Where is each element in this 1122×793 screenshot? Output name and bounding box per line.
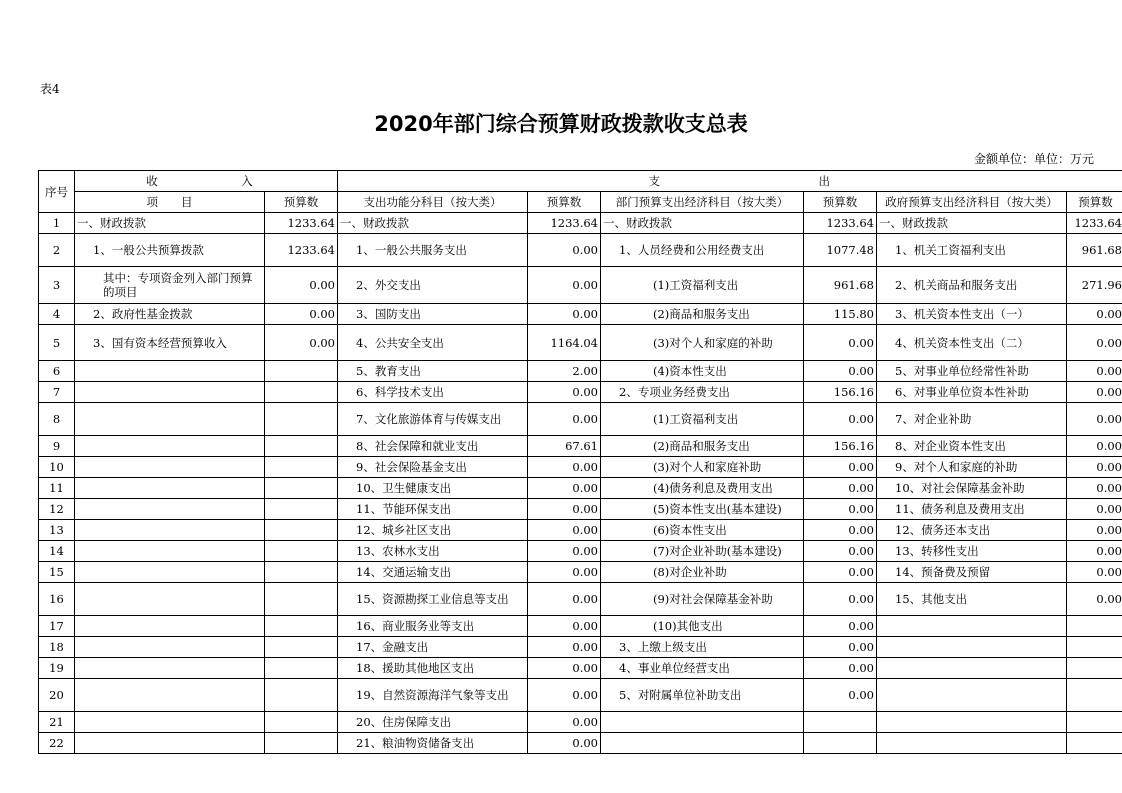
row-income-value — [265, 679, 338, 712]
row-gov-value — [1067, 733, 1122, 754]
table-row — [39, 361, 1122, 382]
row-gov-value: 1233.64 — [1067, 213, 1122, 234]
table-row — [39, 457, 1122, 478]
row-income-value — [265, 478, 338, 499]
row-income-item — [75, 436, 265, 457]
row-income-value — [265, 637, 338, 658]
row-dept-value: 0.00 — [804, 520, 877, 541]
row-gov-value: 0.00 — [1067, 583, 1122, 616]
row-dept-value: 0.00 — [804, 325, 877, 361]
table-number-label: 表4 — [40, 82, 60, 96]
row-dept-value: 115.80 — [804, 304, 877, 325]
row-seq: 7 — [39, 382, 75, 403]
row-func-value: 0.00 — [528, 382, 601, 403]
header-expense-a: 支 — [648, 174, 660, 188]
row-income-item — [75, 712, 265, 733]
row-func-value: 1233.64 — [528, 213, 601, 234]
row-gov-value: 0.00 — [1067, 325, 1122, 361]
row-func-value: 0.00 — [528, 616, 601, 637]
table-row — [39, 325, 1122, 361]
row-dept-value: 0.00 — [804, 616, 877, 637]
row-gov-value — [1067, 616, 1122, 637]
row-func-item: 6、科学技术支出 — [338, 382, 528, 403]
row-seq: 5 — [39, 325, 75, 361]
row-gov-value — [1067, 658, 1122, 679]
header-budget-func: 预算数 — [528, 192, 601, 213]
row-func-item: 3、国防支出 — [338, 304, 528, 325]
row-income-item — [75, 361, 265, 382]
row-income-item — [75, 457, 265, 478]
row-income-value: 1233.64 — [265, 234, 338, 267]
table-row — [39, 679, 1122, 712]
row-dept-item: (8)对企业补助 — [601, 562, 804, 583]
row-seq: 8 — [39, 403, 75, 436]
row-func-item: 17、金融支出 — [338, 637, 528, 658]
row-gov-value: 271.96 — [1067, 267, 1122, 304]
row-income-value: 1233.64 — [265, 213, 338, 234]
row-func-item: 1、一般公共服务支出 — [338, 234, 528, 267]
row-func-value: 0.00 — [528, 520, 601, 541]
header-income-b: 入 — [241, 174, 253, 188]
table-row — [39, 733, 1122, 754]
row-func-item: 11、节能环保支出 — [338, 499, 528, 520]
row-gov-value: 0.00 — [1067, 457, 1122, 478]
row-func-item: 13、农林水支出 — [338, 541, 528, 562]
row-dept-value — [804, 712, 877, 733]
table-row — [39, 616, 1122, 637]
row-func-value: 0.00 — [528, 478, 601, 499]
row-income-item — [75, 733, 265, 754]
row-seq: 4 — [39, 304, 75, 325]
row-gov-item: 9、对个人和家庭的补助 — [877, 457, 1067, 478]
row-dept-value — [804, 733, 877, 754]
row-income-value — [265, 499, 338, 520]
row-gov-item: 3、机关资本性支出（一） — [877, 304, 1067, 325]
row-gov-item: 15、其他支出 — [877, 583, 1067, 616]
table-row — [39, 304, 1122, 325]
row-gov-item: 2、机关商品和服务支出 — [877, 267, 1067, 304]
row-dept-value: 1077.48 — [804, 234, 877, 267]
row-seq: 9 — [39, 436, 75, 457]
row-func-value: 1164.04 — [528, 325, 601, 361]
row-income-value: 0.00 — [265, 304, 338, 325]
row-gov-value — [1067, 712, 1122, 733]
table-row — [39, 213, 1122, 234]
row-gov-item: 一、财政拨款 — [877, 213, 1067, 234]
row-seq: 16 — [39, 583, 75, 616]
row-income-value: 0.00 — [265, 325, 338, 361]
row-gov-item: 14、预备费及预留 — [877, 562, 1067, 583]
row-gov-item: 7、对企业补助 — [877, 403, 1067, 436]
header-func-subject: 支出功能分科目（按大类） — [338, 192, 528, 213]
row-dept-value: 1233.64 — [804, 213, 877, 234]
header-income — [75, 171, 338, 192]
table-row — [39, 478, 1122, 499]
row-income-item: 3、国有资本经营预算收入 — [75, 325, 265, 361]
row-income-item: 1、一般公共预算拨款 — [75, 234, 265, 267]
row-func-value: 0.00 — [528, 562, 601, 583]
row-income-value — [265, 382, 338, 403]
row-income-value — [265, 583, 338, 616]
row-gov-value — [1067, 679, 1122, 712]
row-dept-value: 0.00 — [804, 541, 877, 562]
header-budget-income: 预算数 — [265, 192, 338, 213]
row-gov-item: 8、对企业资本性支出 — [877, 436, 1067, 457]
row-func-value: 0.00 — [528, 541, 601, 562]
header-income-a: 收 — [146, 174, 158, 188]
row-income-item — [75, 562, 265, 583]
row-seq: 20 — [39, 679, 75, 712]
row-gov-item — [877, 712, 1067, 733]
row-dept-item: (4)资本性支出 — [601, 361, 804, 382]
row-dept-item: (5)资本性支出(基本建设) — [601, 499, 804, 520]
row-func-value: 0.00 — [528, 679, 601, 712]
row-gov-value — [1067, 637, 1122, 658]
row-dept-item: 5、对附属单位补助支出 — [601, 679, 804, 712]
row-func-item: 15、资源勘探工业信息等支出 — [338, 583, 528, 616]
row-func-item: 21、粮油物资储备支出 — [338, 733, 528, 754]
row-gov-item: 6、对事业单位资本性补助 — [877, 382, 1067, 403]
header-row-1 — [39, 171, 1122, 192]
row-dept-item: 1、人员经费和公用经费支出 — [601, 234, 804, 267]
row-dept-value: 0.00 — [804, 583, 877, 616]
row-seq: 21 — [39, 712, 75, 733]
row-dept-item: (1)工资福利支出 — [601, 267, 804, 304]
row-func-value: 0.00 — [528, 583, 601, 616]
row-income-item — [75, 382, 265, 403]
row-dept-value: 156.16 — [804, 382, 877, 403]
row-seq: 14 — [39, 541, 75, 562]
row-gov-value: 0.00 — [1067, 478, 1122, 499]
row-income-item — [75, 478, 265, 499]
row-dept-value: 0.00 — [804, 637, 877, 658]
row-func-item: 2、外交支出 — [338, 267, 528, 304]
row-dept-value: 0.00 — [804, 403, 877, 436]
row-func-item: 4、公共安全支出 — [338, 325, 528, 361]
header-budget-dept: 预算数 — [804, 192, 877, 213]
row-income-value — [265, 520, 338, 541]
amount-unit-label: 金额单位：单位：万元 — [973, 152, 1094, 166]
row-seq: 18 — [39, 637, 75, 658]
row-income-item — [75, 637, 265, 658]
row-income-item: 2、政府性基金拨款 — [75, 304, 265, 325]
row-gov-value: 0.00 — [1067, 520, 1122, 541]
table-row — [39, 234, 1122, 267]
row-gov-item: 1、机关工资福利支出 — [877, 234, 1067, 267]
row-gov-item — [877, 637, 1067, 658]
row-dept-item: (3)对个人和家庭补助 — [601, 457, 804, 478]
row-gov-item: 12、债务还本支出 — [877, 520, 1067, 541]
row-dept-value: 0.00 — [804, 478, 877, 499]
table-row — [39, 712, 1122, 733]
row-seq: 13 — [39, 520, 75, 541]
row-seq: 3 — [39, 267, 75, 304]
row-gov-value: 961.68 — [1067, 234, 1122, 267]
row-income-value: 0.00 — [265, 267, 338, 304]
row-gov-value: 0.00 — [1067, 403, 1122, 436]
row-dept-item: 4、事业单位经营支出 — [601, 658, 804, 679]
row-func-value: 0.00 — [528, 234, 601, 267]
table-row — [39, 658, 1122, 679]
row-income-item — [75, 583, 265, 616]
row-func-item: 19、自然资源海洋气象等支出 — [338, 679, 528, 712]
header-expense — [338, 171, 1122, 192]
row-income-item: 一、财政拨款 — [75, 213, 265, 234]
row-dept-item: 一、财政拨款 — [601, 213, 804, 234]
row-gov-item — [877, 733, 1067, 754]
row-dept-value: 0.00 — [804, 361, 877, 382]
row-income-value — [265, 712, 338, 733]
row-gov-value: 0.00 — [1067, 436, 1122, 457]
row-dept-item: 3、上缴上级支出 — [601, 637, 804, 658]
row-seq: 11 — [39, 478, 75, 499]
row-dept-value: 0.00 — [804, 679, 877, 712]
row-seq: 15 — [39, 562, 75, 583]
row-func-value: 0.00 — [528, 712, 601, 733]
row-func-item: 一、财政拨款 — [338, 213, 528, 234]
budget-summary-table — [38, 170, 1122, 754]
row-gov-item: 10、对社会保障基金补助 — [877, 478, 1067, 499]
row-gov-item: 4、机关资本性支出（二） — [877, 325, 1067, 361]
table-row — [39, 403, 1122, 436]
row-dept-value: 961.68 — [804, 267, 877, 304]
table-row — [39, 562, 1122, 583]
row-dept-item: (2)商品和服务支出 — [601, 436, 804, 457]
row-dept-value: 0.00 — [804, 499, 877, 520]
row-income-value — [265, 436, 338, 457]
row-dept-item: 2、专项业务经费支出 — [601, 382, 804, 403]
row-dept-item: (3)对个人和家庭的补助 — [601, 325, 804, 361]
row-func-item: 18、援助其他地区支出 — [338, 658, 528, 679]
row-dept-value: 0.00 — [804, 562, 877, 583]
row-seq: 17 — [39, 616, 75, 637]
row-func-value: 0.00 — [528, 457, 601, 478]
table-row — [39, 382, 1122, 403]
row-func-item: 14、交通运输支出 — [338, 562, 528, 583]
row-func-value: 0.00 — [528, 403, 601, 436]
row-func-value: 0.00 — [528, 733, 601, 754]
header-budget-gov: 预算数 — [1067, 192, 1122, 213]
row-dept-value: 0.00 — [804, 457, 877, 478]
row-dept-item: (7)对企业补助(基本建设) — [601, 541, 804, 562]
row-income-value — [265, 361, 338, 382]
row-func-value: 0.00 — [528, 658, 601, 679]
row-gov-value: 0.00 — [1067, 562, 1122, 583]
row-income-item — [75, 541, 265, 562]
row-func-value: 67.61 — [528, 436, 601, 457]
row-gov-item — [877, 616, 1067, 637]
row-func-value: 0.00 — [528, 267, 601, 304]
row-func-item: 9、社会保险基金支出 — [338, 457, 528, 478]
row-func-item: 5、教育支出 — [338, 361, 528, 382]
row-gov-item: 11、债务利息及费用支出 — [877, 499, 1067, 520]
header-expense-b: 出 — [818, 174, 830, 188]
table-row — [39, 541, 1122, 562]
row-func-value: 0.00 — [528, 637, 601, 658]
row-dept-item: (6)资本性支出 — [601, 520, 804, 541]
row-seq: 22 — [39, 733, 75, 754]
table-row — [39, 637, 1122, 658]
row-func-item: 7、文化旅游体育与传媒支出 — [338, 403, 528, 436]
table-row — [39, 583, 1122, 616]
row-dept-value: 156.16 — [804, 436, 877, 457]
row-dept-item: (2)商品和服务支出 — [601, 304, 804, 325]
row-income-item — [75, 403, 265, 436]
row-func-item: 8、社会保障和就业支出 — [338, 436, 528, 457]
row-gov-item — [877, 679, 1067, 712]
row-gov-value: 0.00 — [1067, 304, 1122, 325]
row-income-value — [265, 733, 338, 754]
row-gov-value: 0.00 — [1067, 541, 1122, 562]
row-func-value: 0.00 — [528, 499, 601, 520]
row-seq: 19 — [39, 658, 75, 679]
table-row — [39, 436, 1122, 457]
row-dept-item — [601, 733, 804, 754]
row-dept-item: (1)工资福利支出 — [601, 403, 804, 436]
row-func-item: 16、商业服务业等支出 — [338, 616, 528, 637]
header-gov-econ: 政府预算支出经济科目（按大类） — [877, 192, 1067, 213]
row-seq: 2 — [39, 234, 75, 267]
page-title: 2020年部门综合预算财政拨款收支总表 — [374, 112, 748, 136]
row-gov-value: 0.00 — [1067, 499, 1122, 520]
row-income-value — [265, 562, 338, 583]
row-gov-value: 0.00 — [1067, 382, 1122, 403]
row-func-value: 0.00 — [528, 304, 601, 325]
row-income-value — [265, 616, 338, 637]
row-seq: 12 — [39, 499, 75, 520]
row-seq: 1 — [39, 213, 75, 234]
row-gov-value: 0.00 — [1067, 361, 1122, 382]
table-row — [39, 267, 1122, 304]
row-func-item: 20、住房保障支出 — [338, 712, 528, 733]
table-row — [39, 499, 1122, 520]
row-func-value: 2.00 — [528, 361, 601, 382]
row-income-item — [75, 499, 265, 520]
row-dept-item: (9)对社会保障基金补助 — [601, 583, 804, 616]
row-seq: 6 — [39, 361, 75, 382]
row-func-item: 10、卫生健康支出 — [338, 478, 528, 499]
row-income-value — [265, 658, 338, 679]
row-dept-item: (4)债务利息及费用支出 — [601, 478, 804, 499]
header-seq: 序号 — [39, 171, 75, 213]
row-seq: 10 — [39, 457, 75, 478]
header-dept-econ: 部门预算支出经济科目（按大类） — [601, 192, 804, 213]
row-dept-item: (10)其他支出 — [601, 616, 804, 637]
row-income-value — [265, 541, 338, 562]
row-dept-value: 0.00 — [804, 658, 877, 679]
table-row — [39, 520, 1122, 541]
header-row-2 — [39, 192, 1122, 213]
row-income-value — [265, 403, 338, 436]
row-func-item: 12、城乡社区支出 — [338, 520, 528, 541]
row-gov-item — [877, 658, 1067, 679]
row-gov-item: 5、对事业单位经常性补助 — [877, 361, 1067, 382]
row-gov-item: 13、转移性支出 — [877, 541, 1067, 562]
row-income-item — [75, 679, 265, 712]
row-dept-item — [601, 712, 804, 733]
row-income-item — [75, 520, 265, 541]
header-item: 项 目 — [75, 192, 265, 213]
row-income-item — [75, 658, 265, 679]
row-income-value — [265, 457, 338, 478]
row-income-item — [75, 616, 265, 637]
row-income-item: 其中：专项资金列入部门预算的项目 — [75, 267, 265, 304]
